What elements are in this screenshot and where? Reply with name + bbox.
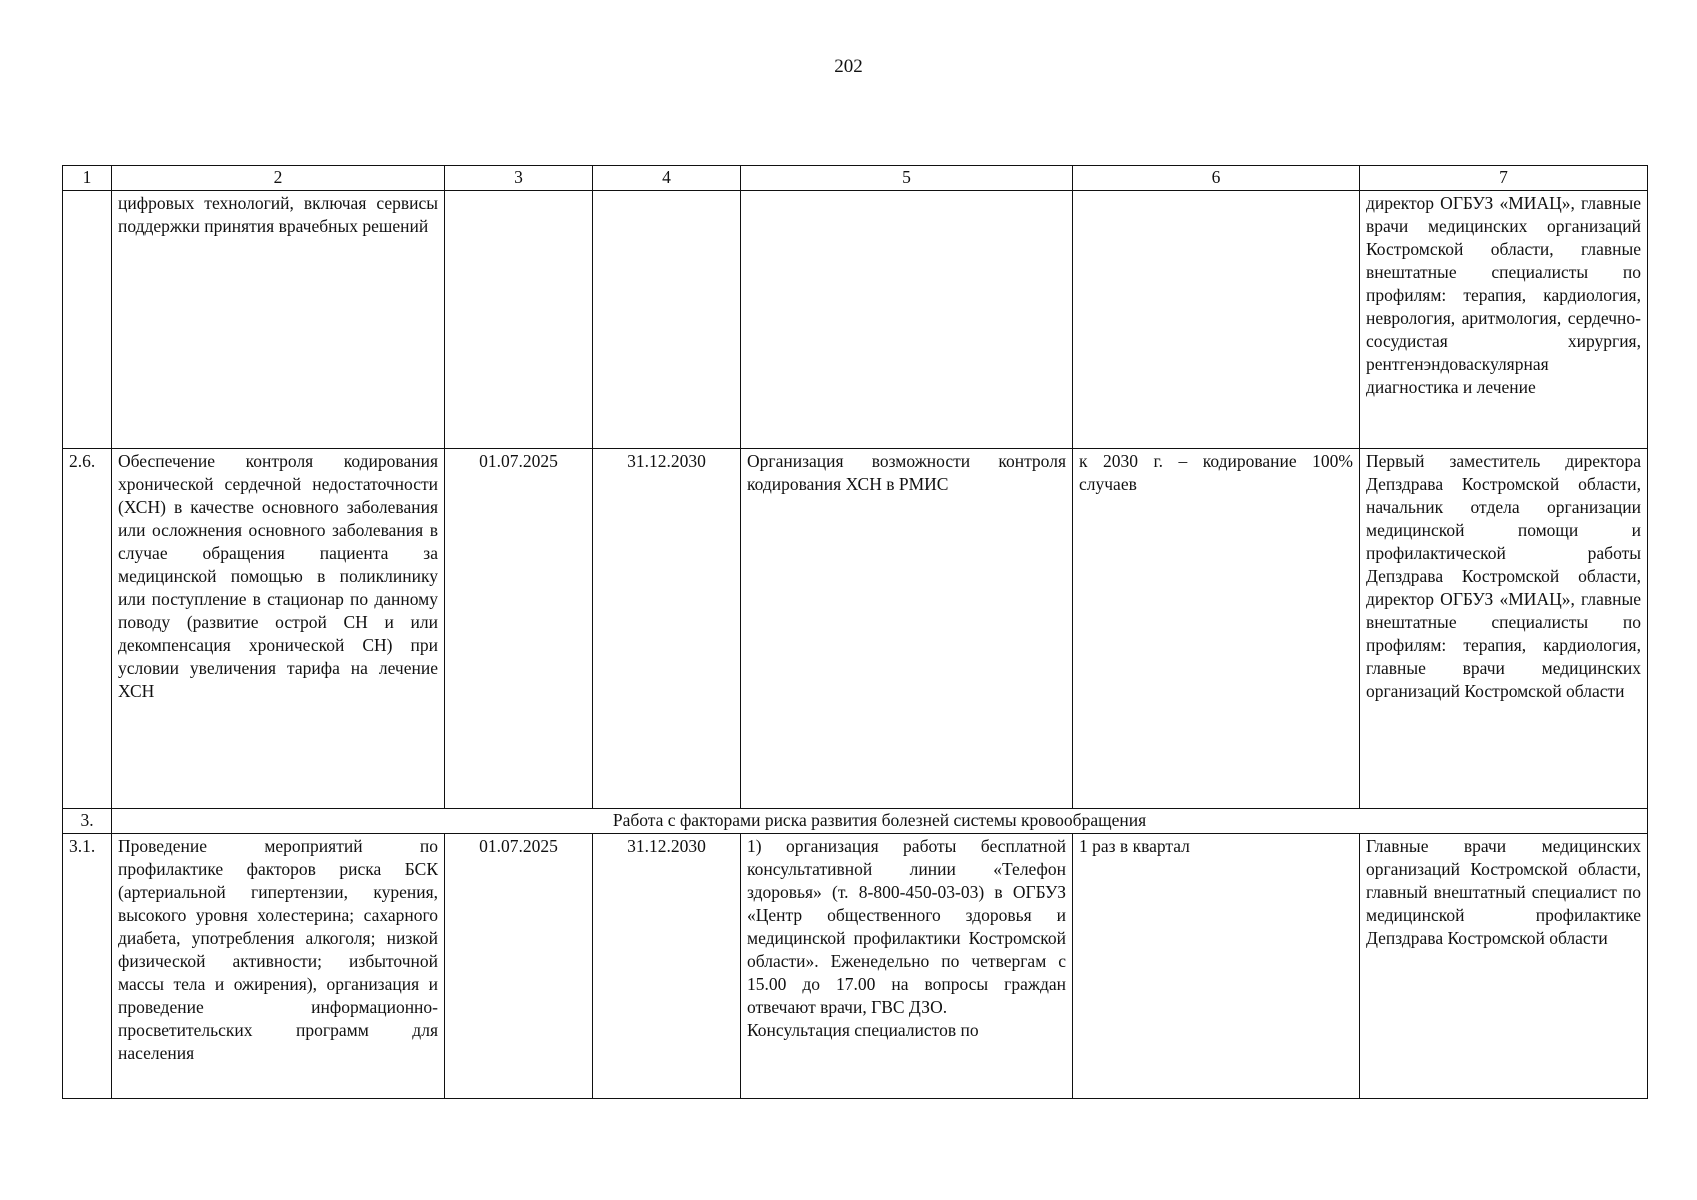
result-text-continued: Консультация специалистов по [747,1020,979,1040]
end-date-cell [593,191,741,449]
page-number: 202 [834,56,863,77]
result-cell [741,191,1073,449]
measure-cell: Проведение мероприятий по профилактике факторов риска БСК (артериальной гипертензии, курения, высокого уровня холестерина; сахарного диабета, употребления алкоголя; низкой физической активности; избыточной массы тела и ожирения), организация и проведение информационно-просветительских программ для населения [112,834,445,1099]
start-date-cell [445,191,593,449]
measures-table [62,165,1648,1099]
table-row-continuation [63,191,1648,449]
end-date-cell: 31.12.2030 [593,449,741,809]
section-title: Работа с факторами риска развития болезней системы кровообращения [112,809,1648,834]
indicator-cell: к 2030 г. – кодирование 100% случаев [1073,449,1360,809]
result-text: 1) организация работы бесплатной консультативной линии «Телефон здоровья» (т. 8-800-450-03-03) в ОГБУЗ «Центр общественного здоровья и медицинской профилактики Костромской области». Еженедельно по четвергам с 15.00 до 17.00 на вопросы граждан отвечают врачи, ГВС ДЗО. [747,836,1066,1017]
measure-cell: Обеспечение контроля кодирования хронической сердечной недостаточности (ХСН) в качестве основного заболевания или осложнения основного заболевания в случае обращения пациента за медицинской помощью в поликлинику или поступление в стационар по данному поводу (развитие острой СН и или декомпенсация хронической СН) при условии увеличения тарифа на лечение ХСН [112,449,445,809]
indicator-cell: 1 раз в квартал [1073,834,1360,1099]
row-number-cell: 3.1. [63,834,112,1099]
table-row-2-6 [63,449,1648,809]
indicator-cell [1073,191,1360,449]
responsible-cell: Главные врачи медицинских организаций Костромской области, главный внештатный специалист по медицинской профилактике Депздрава Костромской области [1360,834,1648,1099]
column-header: 7 [1360,166,1648,191]
row-number-cell [63,191,112,449]
column-number-row [63,166,1648,191]
measure-cell: цифровых технологий, включая сервисы поддержки принятия врачебных решений [112,191,445,449]
column-header: 2 [112,166,445,191]
responsible-cell: директор ОГБУЗ «МИАЦ», главные врачи медицинских организаций Костромской области, главные внештатные специалисты по профилям: терапия, кардиология, неврология, аритмология, сердечно-сосудистая хирургия, рентгенэндоваскулярная диагностика и лечение [1360,191,1648,449]
row-number-cell: 2.6. [63,449,112,809]
table-row-3-1 [63,834,1648,1099]
result-cell [741,834,1073,1099]
result-cell: Организация возможности контроля кодирования ХСН в РМИС [741,449,1073,809]
start-date-cell: 01.07.2025 [445,449,593,809]
responsible-cell: Первый заместитель директора Депздрава Костромской области, начальник отдела организации медицинской помощи и профилактической работы Депздрава Костромской области, директор ОГБУЗ «МИАЦ», главные внештатные специалисты по профилям: терапия, кардиология, главные врачи медицинских организаций Костромской области [1360,449,1648,809]
section-number-cell: 3. [63,809,112,834]
section-row-3 [63,809,1648,834]
column-header: 3 [445,166,593,191]
column-header: 4 [593,166,741,191]
column-header: 6 [1073,166,1360,191]
start-date-cell: 01.07.2025 [445,834,593,1099]
column-header: 5 [741,166,1073,191]
column-header: 1 [63,166,112,191]
end-date-cell: 31.12.2030 [593,834,741,1099]
